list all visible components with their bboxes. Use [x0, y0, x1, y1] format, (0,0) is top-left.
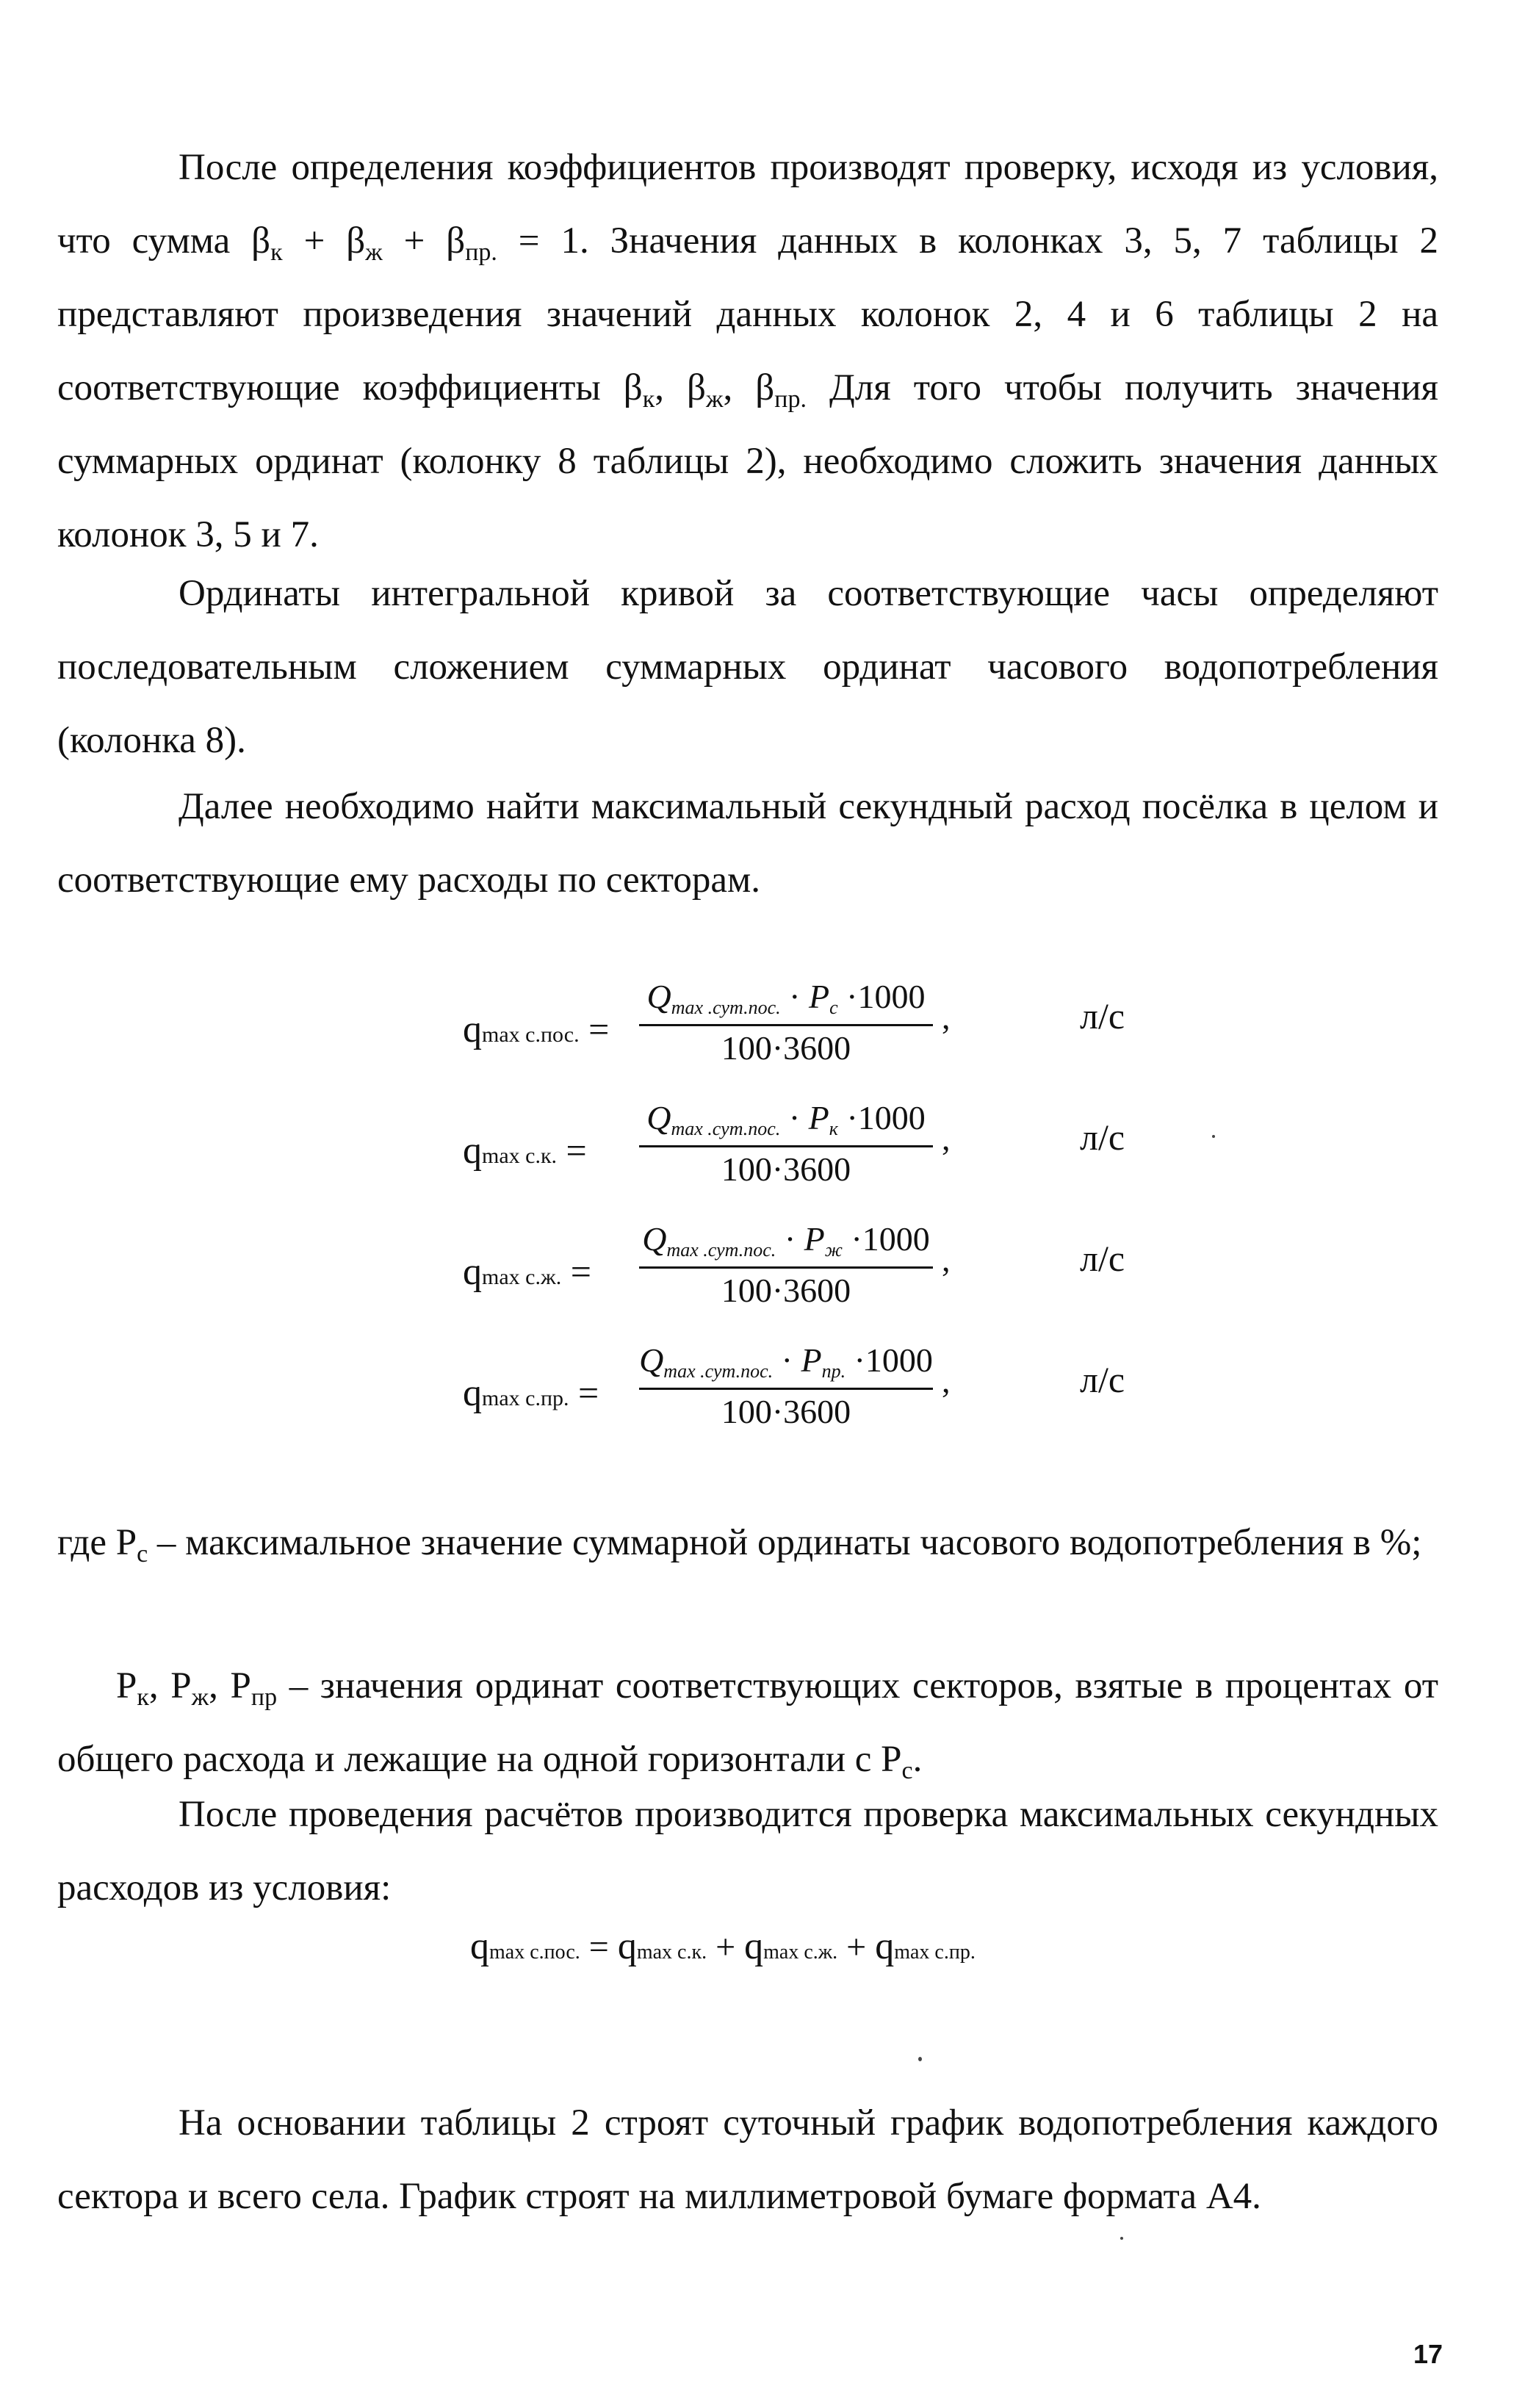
scan-speck: [1212, 1135, 1215, 1138]
formula-numerator: Qmax .сут.пос. · Pпр. ·1000: [639, 1341, 933, 1382]
paragraph-coefficient-check: После определения коэффициентов производят проверку, исходя из условия, что сумма $\beta_к + \beta_ж + \beta_{пр.} = 1$. Значения данных в колонках 3, 5, 7 таблицы 2 представляют произведения значений данных колонок 2, 4 и 6 таблицы 2 на соответствующие коэффициенты $\beta_к$, $\beta_ж$, $\beta_{пр.}$ Для того чтобы получить значения суммарных ординат (колонку 8 таблицы 2), необходимо сложить значения данных колонок 3, 5 и 7.: [57, 147, 1438, 555]
formula-denominator: 100·3600: [721, 1393, 851, 1430]
formula-denominator: 100·3600: [721, 1272, 851, 1309]
fraction-bar: [639, 1266, 933, 1269]
formula-numerator: Qmax .сут.пос. · Pc ·1000: [646, 978, 926, 1018]
paragraph-daily-graph: На основании таблицы 2 строят суточный график водопотребления каждого сектора и всего села. График строят на миллиметровой бумаге формата А4.: [57, 2102, 1438, 2217]
fraction-bar: [639, 1024, 933, 1026]
formula-unit: л/с: [1080, 995, 1125, 1037]
formula-lhs: qmax с.пос. =: [463, 1009, 610, 1050]
formula-q-max-sector-zh: qmax с.ж. = Qmax .сут.пос. · Pж ·1000 100·3600 , л/с: [463, 1220, 1125, 1309]
fraction-bar: [639, 1388, 933, 1390]
formula-lhs: qmax с.к. =: [463, 1130, 587, 1172]
formula-lhs: qmax с.ж. =: [463, 1251, 591, 1293]
formula-denominator: 100·3600: [721, 1029, 851, 1067]
scan-speck: [1120, 2237, 1123, 2240]
formula-numerator: Qmax .сут.пос. · Pж ·1000: [642, 1220, 930, 1261]
formula-unit: л/с: [1080, 1238, 1125, 1279]
paragraph-max-flow: Далее необходимо найти максимальный секундный расход посёлка в целом и соответствующие ему расходы по секторам.: [57, 786, 1438, 901]
formula-q-max-sector-k: qmax с.к. = Qmax .сут.пос. · Pк ·1000 100·3600 , л/с: [463, 1099, 1125, 1188]
paragraph-integral-curve: Ординаты интегральной кривой за соответствующие часы определяют последовательным сложением суммарных ординат часового водопотребления (колонка 8).: [57, 573, 1438, 761]
formula-lhs: qmax с.пр. =: [463, 1372, 599, 1414]
scan-speck: [918, 2057, 922, 2061]
fraction-bar: [639, 1145, 933, 1147]
paragraph-where-pc: где $P_c$ – максимальное значение суммарной ординаты часового водопотребления в %;: [57, 1522, 1422, 1568]
formula-q-max-settlement: qmax с.пос. = Qmax .сут.пос. · Pc ·1000 100·3600 , л/с: [463, 978, 1125, 1067]
formula-q-max-sector-pr: qmax с.пр. = Qmax .сут.пос. · Pпр. ·1000 100·3600 , л/с: [463, 1341, 1125, 1430]
formula-denominator: 100·3600: [721, 1150, 851, 1188]
formula-unit: л/с: [1080, 1359, 1125, 1400]
paragraph-sector-ordinates: $P_к$, $P_ж$, $P_{пр}$ – значения ординат соответствующих секторов, взятые в процентах от общего расхода и лежащие на одной горизонтали с $P_c$.: [57, 1665, 1438, 1784]
formula-numerator: Qmax .сут.пос. · Pк ·1000: [646, 1099, 926, 1139]
formula-unit: л/с: [1080, 1117, 1125, 1158]
paragraph-verification: После проведения расчётов производится проверка максимальных секундных расходов из условия:: [57, 1794, 1438, 1908]
check-formula: qmax с.пос. = qmax с.к. + qmax с.ж. + qmax с.пр.: [470, 1925, 976, 1967]
page-number: 17: [1413, 2339, 1443, 2369]
